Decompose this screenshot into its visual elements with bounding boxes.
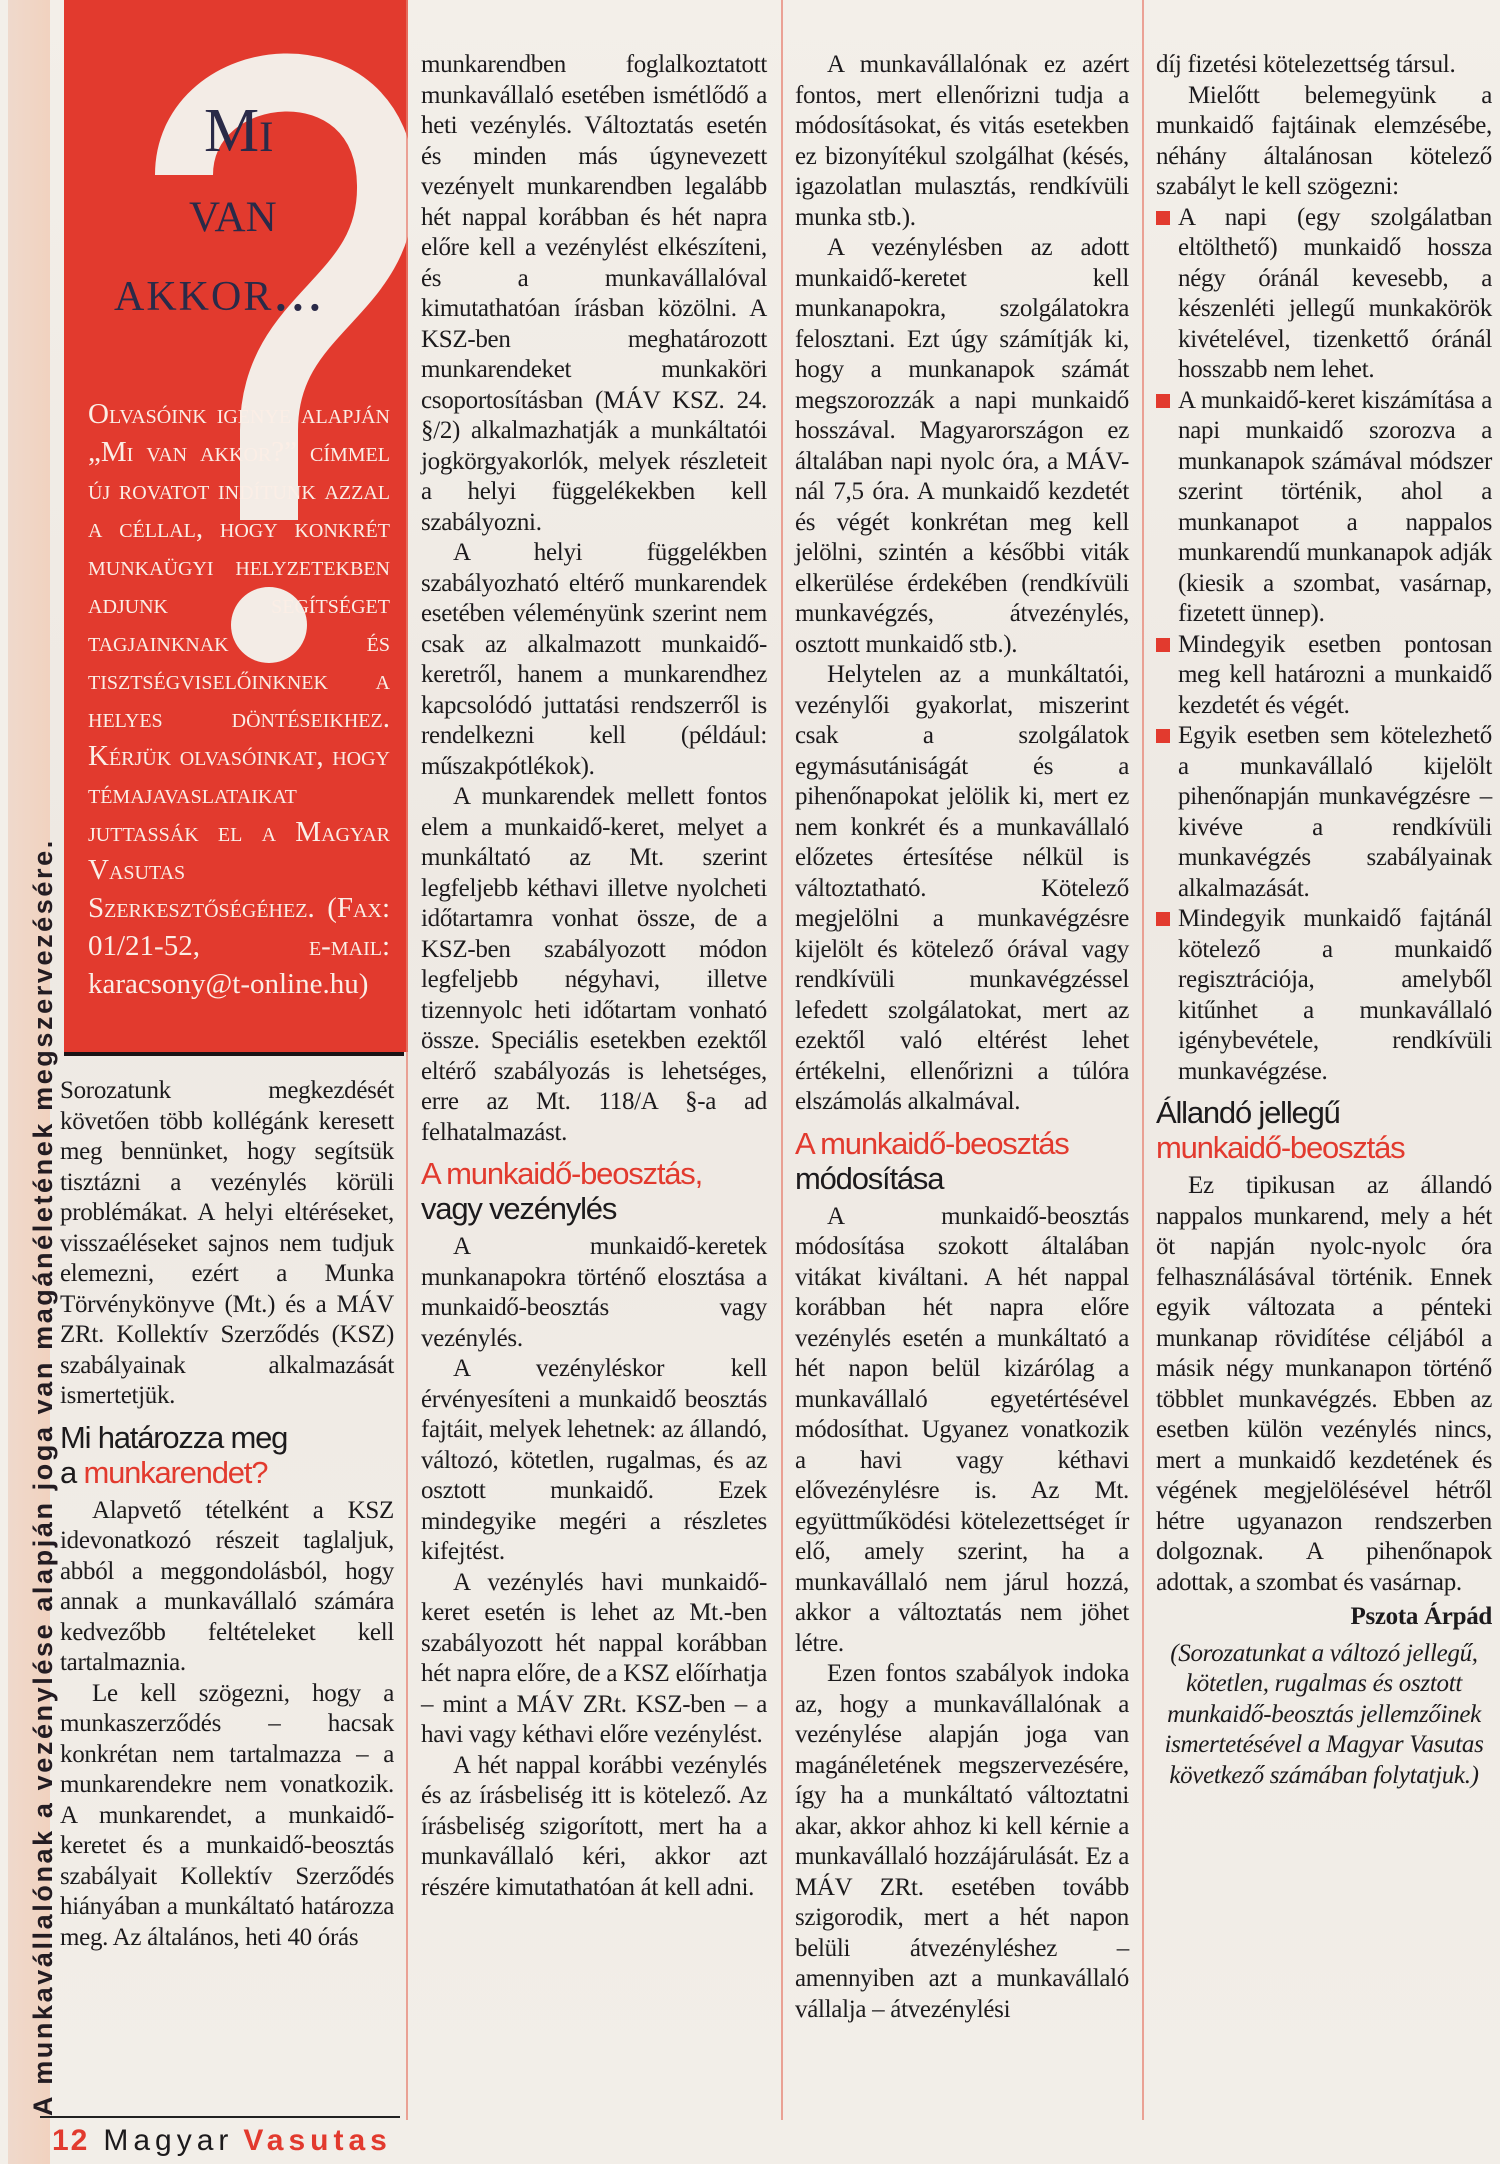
title-line-1: Mi	[204, 97, 274, 165]
paragraph: A hét nappal korábbi vezénylés és az írásbeliség itt is kötelező. Az írásbeliség szigorított, mert ha a munkavállaló kéri, akkor azt részére kimutathatóan át kell adni.	[421, 1751, 767, 1901]
magazine-name-part-1: Magyar	[103, 2124, 234, 2157]
article-column-4	[1156, 50, 1492, 1791]
heading-part: munkaidő-beosztás	[1156, 1130, 1405, 1165]
section-heading	[60, 1420, 394, 1490]
paragraph: Sorozatunk megkezdését követően több kollégánk keresett meg bennünket, hogy segítsük tisztázni a vezénylés körüli problémákat. A helyi eltéréseket, visszaéléseket sajnos nem tudjuk elemezni, ezért a Munka Törvénykönyve (Mt.) és a MÁV ZRt. Kollektív Szerződés (KSZ) szabályainak alkalmazását ismertetjük.	[60, 1077, 394, 1409]
paragraph: Le kell szögezni, hogy a munkaszerződés – hacsak konkrétan nem tartalmazza – a munkarendekre nem vonatkozik. A munkarendet, a munkaidő-keretet és a munkaidő-beosztás szabályait Kollektív Szerződés hiányában a munkáltató határozza meg. Az általános, heti 40 órás	[60, 1679, 394, 1951]
heading-part: A munkaidő-beosztás,	[421, 1156, 703, 1191]
bullet-text: Mindegyik esetben pontosan meg kell határozni a munkaidő kezdetét és végét.	[1178, 630, 1492, 719]
paragraph: A munkarendek mellett fontos elem a munkaidő-keret, melyet a munkáltató az Mt. szerint legfeljebb kéthavi illetve nyolcheti időtartamra vonhat össze, de a KSZ-ben szabályozott módon legfeljebb négyhavi, illetve tizennyolc heti időtartam vonható össze. Speciális esetekben ezektől eltérő szabályozás is lehetséges, erre az Mt. 118/A §-a ad felhatalmazást.	[421, 783, 767, 1146]
heading-part: a	[60, 1454, 84, 1490]
paragraph: munkarendben foglalkoztatott munkavállaló esetében ismétlődő a heti vezénylés. Változtatás esetén és minden más úgynevezett vezényelt munkarendben legalább hét nappal korábban és hét napra előre kell a vezénylést elkészíteni, és a munkavállalóval kimutathatóan írásban közölni. A KSZ-ben meghatározott munkarendeket munkaköri csoportosításban (MÁV KSZ. 24. §/2) alkalmazhatják a munkáltatói jogkörgyakorlók, melyek részleteit a helyi függelékekben kell szabályozni.	[421, 51, 767, 536]
bullet-item	[1156, 721, 1492, 904]
series-note: (Sorozatunkat a változó jellegű, kötetlen, rugalmas és osztott munkaidő-beosztás jellemzőinek ismertetésével a Magyar Vasutas következő számában folytatjuk.)	[1164, 1639, 1484, 1789]
bullet-item	[1156, 904, 1492, 1087]
paragraph: A vezénylésben az adott munkaidő-keretet kell munkanapokra, szolgálatokra felosztani. Ezt úgy számítják ki, hogy a munkanapok számát megszorozzák a napi munkaidő hosszával. Magyarországon ez általában napi nyolc óra, a MÁV-nál 7,5 óra. A munkaidő kezdetét és végét konkrétan meg kell jelölni, szintén a későbbi viták elkerülése érdekében (rendkívüli munkavégzés, átvezénylés, osztott munkaidő stb.).	[795, 234, 1129, 658]
bullet-item	[1156, 630, 1492, 722]
paragraph: A munkavállalónak ez azért fontos, mert ellenőrizni tudja a módosításokat, és vitás esetekben ez bizonyítékul szolgálhat (késés, igazolatlan mulasztás, rendkívüli munka stb.).	[795, 51, 1129, 231]
paragraph: Ezen fontos szabályok indoka az, hogy a munkavállalónak a vezénylése alapján joga van magánéletének megszervezésére, így ha a munkáltató változtatni akar, akkor ahhoz ki kell kérnie a munkavállaló hozzájárulását. Ez a MÁV ZRt. esetében tovább szigorodik, mert a hét napon belüli átvezényléshez – amennyiben azt a munkavállaló vállalja – átvezénylési	[795, 1660, 1129, 2023]
footer-divider	[40, 2116, 400, 2118]
article-column-1	[60, 1076, 394, 1953]
paragraph: Ez tipikusan az állandó nappalos munkarend, mely a hét öt napján nyolc-nyolc óra felhasználásával történik. Ennek egyik változata a pénteki munkanap rövidítése céljából a másik négy munkanapon történő többlet munkavégzés. Ebben az esetben külön vezénylés nincs, mert a munkaidő kezdetének és végének megjelölésével hétről hétre ugyanazon rendszerben dolgoznak. A pihenőnapok adottak, a szombat és vasárnap.	[1156, 1172, 1492, 1596]
bullet-square-icon	[1156, 211, 1170, 225]
intro-body: Olvasóink igénye alapján „Mi van akkor?” címmel új rovatot indítunk azzal a céllal, hogy konkrét munkaügyi helyzetekben adjunk segítséget tagjainknak és tisztségviselőinknek a helyes döntéseikhez. Kérjük olvasóinkat, hogy témajavaslataikat juttassák el a Magyar Vasutas Szerkesztőségéhez. (Fax: 01/21-52, e-mail:	[88, 398, 390, 962]
magazine-name-part-2: Vasutas	[243, 2124, 392, 2157]
bullet-text: A napi (egy szolgálatban eltölthető) munkaidő hossza négy óránál kevesebb, a készenléti jellegű munkakörök kivételével, tizenkettő óránál hosszabb nem lehet.	[1178, 203, 1492, 383]
title-line-3: akkor...	[114, 257, 325, 323]
article-column-2	[421, 50, 767, 1903]
paragraph: A vezényléskor kell érvényesíteni a munkaidő beosztás fajtáit, melyek lehetnek: az állandó, változó, kötetlen, rugalmas, és az osztott munkaidő. Ezek mindegyike megéri a részletes kifejtést.	[421, 1355, 767, 1565]
bullet-square-icon	[1156, 638, 1170, 652]
heading-part: munkarendet?	[83, 1454, 268, 1490]
title-line-2: van	[189, 177, 277, 245]
bullet-text: Egyik esetben sem kötelezhető a munkavállaló kijelölt pihenőnapján munkavégzésre – kivéve a rendkívüli munkavégzés szabályainak alkalmazását.	[1178, 722, 1492, 902]
paragraph: Helytelen az a munkáltatói, vezénylői gyakorlat, miszerint csak a szolgálatok egymásutániságát és a pihenőnapokat jelölik ki, mert ez nem konkrét és a munkavállaló előzetes értesítése nélkül is változtatható. Kötelező megjelölni a munkavégzésre kijelölt és kötelező órával vagy rendkívüli munkavégzéssel lefedett szolgálatokat, mert az ezektől való eltérést lehet értékelni, ellenőrizni a túlóra elszámolás alkalmával.	[795, 661, 1129, 1115]
heading-part: Mi határozza meg	[60, 1419, 288, 1455]
heading-part: vagy vezénylés	[421, 1191, 617, 1226]
section-heading	[1156, 1095, 1492, 1165]
bullet-square-icon	[1156, 912, 1170, 926]
paragraph: díj fizetési kötelezettség társul.	[1156, 51, 1456, 78]
contact-email: karacsony@t-online.hu)	[88, 968, 369, 1000]
author-byline: Pszota Árpád	[1350, 1603, 1492, 1630]
bullet-text: A munkaidő-keret kiszámítása a napi munkaidő szorozva a munkanapok számával módszer szerint történik, ahol a munkanapot a nappalos munkarendű munkanapok adják (kiesik a szombat, vasárnap, fizetett ünnep).	[1178, 386, 1492, 627]
intro-text	[88, 395, 390, 1003]
paragraph: A vezénylés havi munkaidő-keret esetén is lehet az Mt.-ben szabályozott hét nappal korábban hét napra előre, de a KSZ előírhatja – mint a MÁV ZRt. KSZ-ben – a havi vagy kéthavi előre vezénylést.	[421, 1568, 767, 1748]
paragraph: A munkaidő-beosztás módosítása szokott általában vitákat kiváltani. A hét nappal korábban hét napra előre vezénylés esetén a munkáltató a hét napon belül kizárólag a munkavállaló egyetértésével módosíthat. Ugyanez vonatkozik a havi vagy kéthavi elővezénylésre is. Az Mt. együttműködési kötelezettséget ír elő, amely szerint, ha a munkavállaló nem járul hozzá, akkor a változtatás nem jöhet létre.	[795, 1202, 1129, 1657]
bullet-square-icon	[1156, 394, 1170, 408]
heading-part: A munkaidő-beosztás	[795, 1125, 1069, 1161]
heading-part: Állandó jellegű	[1156, 1095, 1340, 1130]
bullet-text: Mindegyik munkaidő fajtánál kötelező a munkaidő regisztrációja, amelyből kitűnhet a munkavállaló igénybevétele, rendkívüli munkavégzése.	[1178, 905, 1492, 1085]
box-divider	[64, 1052, 404, 1056]
side-pull-quote: A munkavállalónak a vezénylése alapján joga van magánéletének megszervezésére.	[28, 838, 58, 2116]
paragraph: Mielőtt belemegyünk a munkaidő fajtáinak elemzésébe, néhány általánosan kötelező szabályt le kell szögezni:	[1156, 81, 1492, 200]
paragraph: A munkaidő-keretek munkanapokra történő elosztása a munkaidő-beosztás vagy vezénylés.	[421, 1233, 767, 1352]
section-heading	[795, 1126, 1129, 1196]
page-number: 12	[52, 2124, 90, 2157]
paragraph: A helyi függelékben szabályozható eltérő munkarendek esetében véleményünk szerint nem csak az alkalmazott munkaidő-keretről, hanem a munkarendhez kapcsolódó juttatási rendszerről is rendelkezni kell (például: műszakpótlékok).	[421, 539, 767, 780]
bullet-square-icon	[1156, 729, 1170, 743]
section-heading	[421, 1156, 767, 1226]
paragraph: Alapvető tételként a KSZ idevonatkozó részeit taglaljuk, abból a meggondolásból, hogy annak a munkavállaló számára kedvezőbb feltételeket kell tartalmaznia.	[60, 1496, 394, 1676]
article-column-3	[795, 50, 1129, 2025]
column-divider	[1142, 0, 1144, 2120]
heading-part: módosítása	[795, 1160, 944, 1196]
column-divider	[781, 0, 783, 2120]
bullet-item	[1156, 203, 1492, 386]
bullet-item	[1156, 386, 1492, 630]
column-divider	[406, 0, 408, 2120]
column-intro-box	[64, 0, 408, 1052]
page-footer	[52, 2124, 392, 2158]
